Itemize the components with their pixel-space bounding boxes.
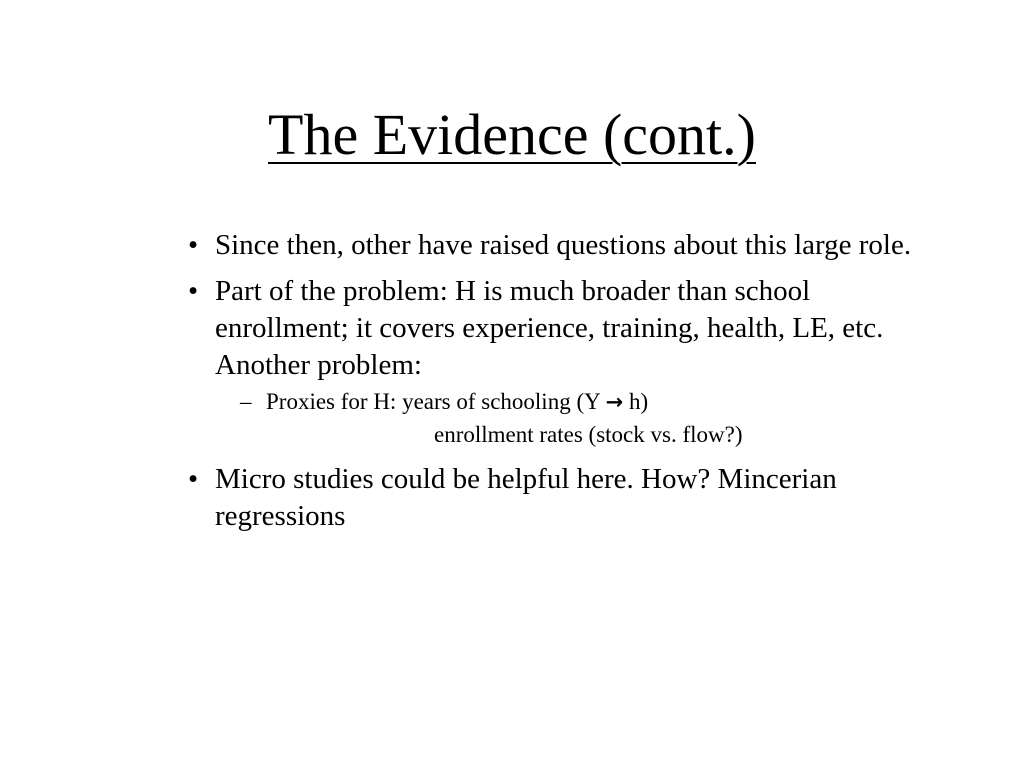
sub-bullet-marker: – (240, 389, 252, 414)
bullet-item (188, 227, 948, 264)
sub-bullet-continuation: enrollment rates (stock vs. flow?) (434, 422, 743, 447)
bullet-marker: • (188, 229, 199, 261)
bullet-item (188, 461, 948, 535)
bullet-marker: • (188, 275, 199, 307)
slide-body (188, 227, 948, 544)
bullet-text: Part of the problem: H is much broader than school enrollment; it covers experience, training, health, LE, etc. Another problem: (215, 275, 884, 381)
slide-title: The Evidence (cont.) (268, 102, 756, 167)
right-arrow-icon: → (605, 390, 624, 414)
bullet-text: Since then, other have raised questions about this large role. (215, 229, 912, 261)
sub-bullet-text-after: h) (623, 389, 649, 414)
sub-bullet-text-before: Proxies for H: years of schooling (Y (266, 389, 606, 414)
bullet-text: Micro studies could be helpful here. How? Mincerian regressions (215, 463, 837, 532)
bullet-item (188, 273, 948, 384)
bullet-marker: • (188, 463, 199, 495)
sub-bullet-item (188, 386, 948, 418)
